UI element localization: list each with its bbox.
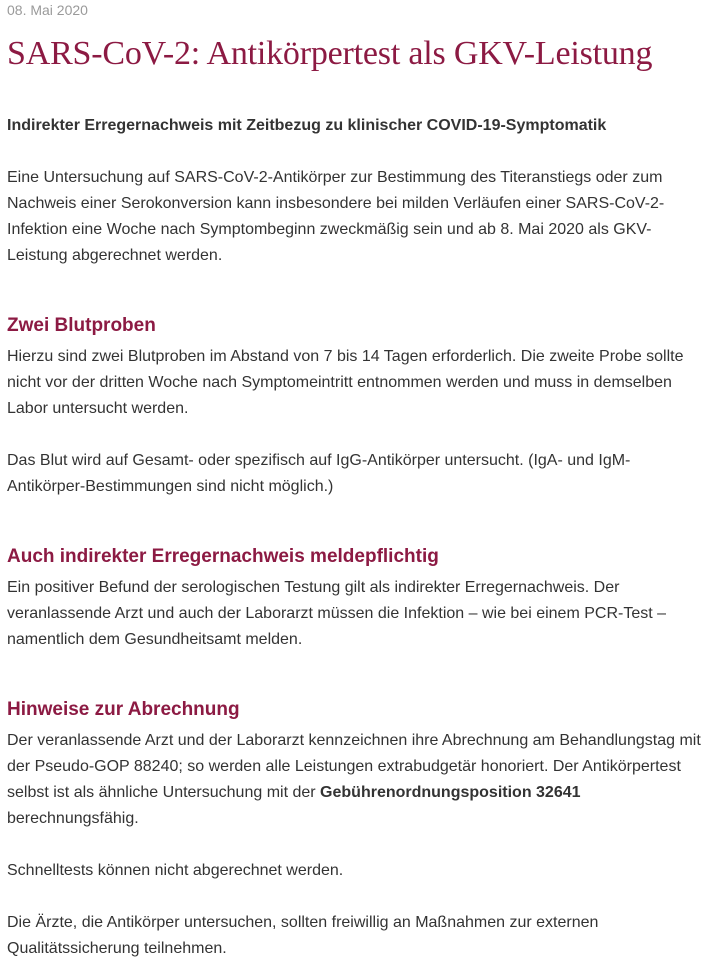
article: [7, 0, 707, 962]
section-abrechnung-paragraph-3: Die Ärzte, die Antikörper untersuchen, sollten freiwillig an Maßnahmen zur externen Qualitätssicherung teilnehmen.: [7, 914, 599, 957]
section-abrechnung-paragraph-2: Schnelltests können nicht abgerechnet werden.: [7, 862, 344, 879]
abrechnung-gop-highlight: Gebührenordnungsposition 32641: [320, 784, 581, 801]
abrechnung-text-before: Der veranlassende Arzt und der Laborarzt kennzeichnen ihre Abrechnung am Behandlungstag mit der Pseudo-GOP 88240; so werden alle Leistungen extrabudgetär honoriert. Der Antikörpertest selbst ist als ähnliche Untersuchung mit der: [7, 732, 701, 801]
article-intro: Eine Untersuchung auf SARS-CoV-2-Antikörper zur Bestimmung des Titeranstiegs oder zum Nachweis einer Serokonversion kann insbesondere bei milden Verläufen einer SARS-CoV-2-Infektion eine Woche nach Symptombeginn zweckmäßig sein und ab 8. Mai 2020 als GKV-Leistung abgerechnet werden.: [7, 169, 665, 264]
section-blutproben-paragraph-2: Das Blut wird auf Gesamt- oder spezifisch auf IgG-Antikörper untersucht. (IgA- und IgM-Antikörper-Bestimmungen sind nicht möglich.): [7, 452, 631, 495]
article-date: 08. Mai 2020: [7, 2, 88, 18]
article-lead: Indirekter Erregernachweis mit Zeitbezug zu klinischer COVID-19-Symptomatik: [7, 117, 607, 134]
section-heading-blutproben: Zwei Blutproben: [7, 315, 156, 336]
section-meldepflicht-paragraph-1: Ein positiver Befund der serologischen Testung gilt als indirekter Erregernachweis. Der veranlassende Arzt und auch der Laborarzt müssen die Infektion – wie bei einem PCR-Test – namentlich dem Gesundheitsamt melden.: [7, 579, 667, 648]
abrechnung-text-after: berechnungsfähig.: [7, 810, 139, 827]
section-heading-abrechnung: Hinweise zur Abrechnung: [7, 699, 240, 720]
section-abrechnung-paragraph-1: [7, 728, 707, 832]
section-blutproben-paragraph-1: Hierzu sind zwei Blutproben im Abstand von 7 bis 14 Tagen erforderlich. Die zweite Probe sollte nicht vor der dritten Woche nach Symptomeintritt entnommen werden und muss in demselben Labor untersucht werden.: [7, 348, 684, 417]
article-title: SARS-CoV-2: Antikörpertest als GKV-Leistung: [7, 35, 653, 72]
section-heading-meldepflicht: Auch indirekter Erregernachweis meldepflichtig: [7, 546, 439, 567]
